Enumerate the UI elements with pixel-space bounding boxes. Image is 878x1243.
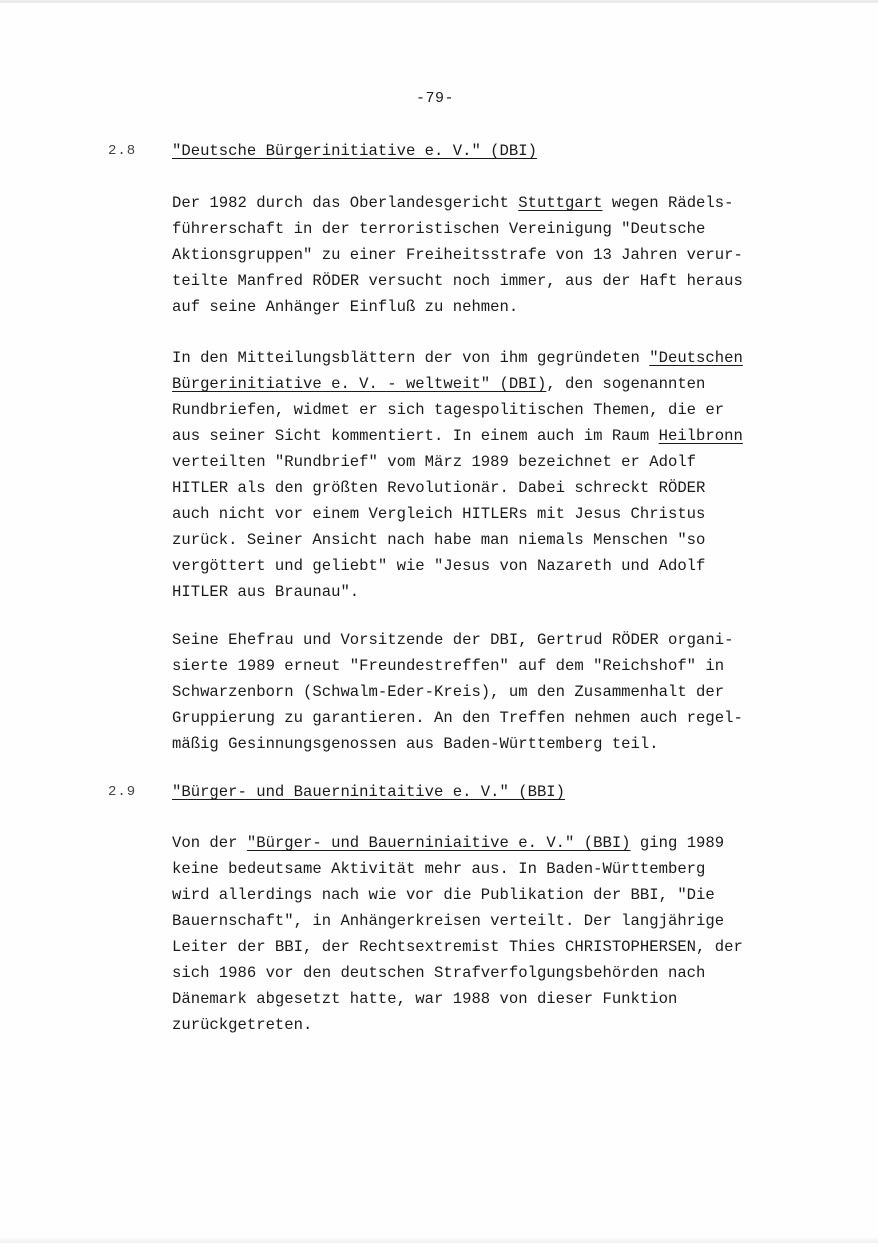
text-line bbox=[172, 960, 832, 986]
text-line bbox=[172, 475, 832, 501]
line-text: Gruppierung zu garantieren. An den Treffen nehmen auch regel- bbox=[172, 709, 743, 727]
line-text: wird allerdings nach wie vor die Publikation der BBI, "Die bbox=[172, 886, 715, 904]
line-text: Dänemark abgesetzt hatte, war 1988 von dieser Funktion bbox=[172, 990, 678, 1008]
line-text: HITLER als den größten Revolutionär. Dabei schreckt RÖDER bbox=[172, 479, 706, 497]
text-line bbox=[172, 882, 832, 908]
section-title-bbi: "Bürger- und Bauerninitaitive e. V." (BBI) bbox=[172, 783, 566, 801]
section-number-2-9: 2.9 bbox=[108, 784, 137, 800]
line-text: vergöttert und geliebt" wie "Jesus von Nazareth und Adolf bbox=[172, 557, 706, 575]
section-number-2-8: 2.8 bbox=[108, 143, 137, 159]
line-text: mäßig Gesinnungsgenossen aus Baden-Württemberg teil. bbox=[172, 735, 659, 753]
text-line bbox=[172, 268, 832, 294]
line-text: Der 1982 durch das Oberlandesgericht bbox=[172, 194, 519, 212]
line-text: In den Mitteilungsblättern der von ihm gegründeten bbox=[172, 349, 650, 367]
paragraph bbox=[172, 830, 832, 1038]
line-text: auf seine Anhänger Einfluß zu nehmen. bbox=[172, 298, 519, 316]
paragraph bbox=[172, 190, 832, 320]
line-text: Von der bbox=[172, 834, 247, 852]
line-text: HITLER aus Braunau". bbox=[172, 583, 360, 601]
paragraph bbox=[172, 345, 832, 605]
text-line bbox=[172, 579, 832, 605]
line-text: , den sogenannten bbox=[546, 375, 706, 393]
text-line bbox=[172, 705, 832, 731]
text-line bbox=[172, 216, 832, 242]
text-line bbox=[172, 501, 832, 527]
section-title-dbi: "Deutsche Bürgerinitiative e. V." (DBI) bbox=[172, 142, 537, 160]
line-text: zurück. Seiner Ansicht nach habe man niemals Menschen "so bbox=[172, 531, 706, 549]
line-text: ging 1989 bbox=[630, 834, 725, 852]
underlined-text: "Deutschen bbox=[649, 349, 743, 367]
text-line bbox=[172, 934, 832, 960]
line-text: keine bedeutsame Aktivität mehr aus. In Baden-Württemberg bbox=[172, 860, 706, 878]
text-line bbox=[172, 830, 832, 856]
text-line bbox=[172, 345, 832, 371]
line-text: wegen Rädels- bbox=[602, 194, 734, 212]
text-line bbox=[172, 627, 832, 653]
line-text: teilte Manfred RÖDER versucht noch immer, aus der Haft heraus bbox=[172, 272, 743, 290]
line-text: Rundbriefen, widmet er sich tagespolitischen Themen, die er bbox=[172, 401, 725, 419]
text-line bbox=[172, 553, 832, 579]
text-line bbox=[172, 190, 832, 216]
text-line bbox=[172, 679, 832, 705]
page-number: -79- bbox=[415, 90, 454, 107]
text-line bbox=[172, 397, 832, 423]
text-line bbox=[172, 449, 832, 475]
line-text: zurückgetreten. bbox=[172, 1016, 313, 1034]
text-line bbox=[172, 986, 832, 1012]
line-text: Aktionsgruppen" zu einer Freiheitsstrafe von 13 Jahren verur- bbox=[172, 246, 743, 264]
underlined-text: Heilbronn bbox=[658, 427, 743, 445]
underlined-text: "Bürger- und Bauerniniaitive e. V." (BBI) bbox=[246, 834, 631, 852]
line-text: Bauernschaft", in Anhängerkreisen verteilt. Der langjährige bbox=[172, 912, 725, 930]
line-text: sierte 1989 erneut "Freundestreffen" auf dem "Reichshof" in bbox=[172, 657, 725, 675]
text-line bbox=[172, 527, 832, 553]
line-text: Schwarzenborn (Schwalm-Eder-Kreis), um den Zusammenhalt der bbox=[172, 683, 725, 701]
line-text: Leiter der BBI, der Rechtsextremist Thies CHRISTOPHERSEN, der bbox=[172, 938, 743, 956]
line-text: Seine Ehefrau und Vorsitzende der DBI, Gertrud RÖDER organi- bbox=[172, 631, 734, 649]
page-bottom-edge bbox=[0, 1236, 878, 1243]
text-line bbox=[172, 856, 832, 882]
underlined-text: Bürgerinitiative e. V. - weltweit" (DBI) bbox=[172, 375, 547, 393]
text-line bbox=[172, 653, 832, 679]
line-text: aus seiner Sicht kommentiert. In einem auch im Raum bbox=[172, 427, 659, 445]
page-top-edge bbox=[0, 0, 878, 3]
line-text: sich 1986 vor den deutschen Strafverfolgungsbehörden nach bbox=[172, 964, 706, 982]
text-line bbox=[172, 1012, 832, 1038]
line-text: auch nicht vor einem Vergleich HITLERs mit Jesus Christus bbox=[172, 505, 706, 523]
text-line bbox=[172, 731, 832, 757]
text-line bbox=[172, 908, 832, 934]
text-line bbox=[172, 294, 832, 320]
paragraph bbox=[172, 627, 832, 757]
underlined-text: Stuttgart bbox=[518, 194, 603, 212]
text-line bbox=[172, 371, 832, 397]
text-line bbox=[172, 242, 832, 268]
text-line bbox=[172, 423, 832, 449]
line-text: führerschaft in der terroristischen Vereinigung "Deutsche bbox=[172, 220, 706, 238]
line-text: verteilten "Rundbrief" vom März 1989 bezeichnet er Adolf bbox=[172, 453, 697, 471]
